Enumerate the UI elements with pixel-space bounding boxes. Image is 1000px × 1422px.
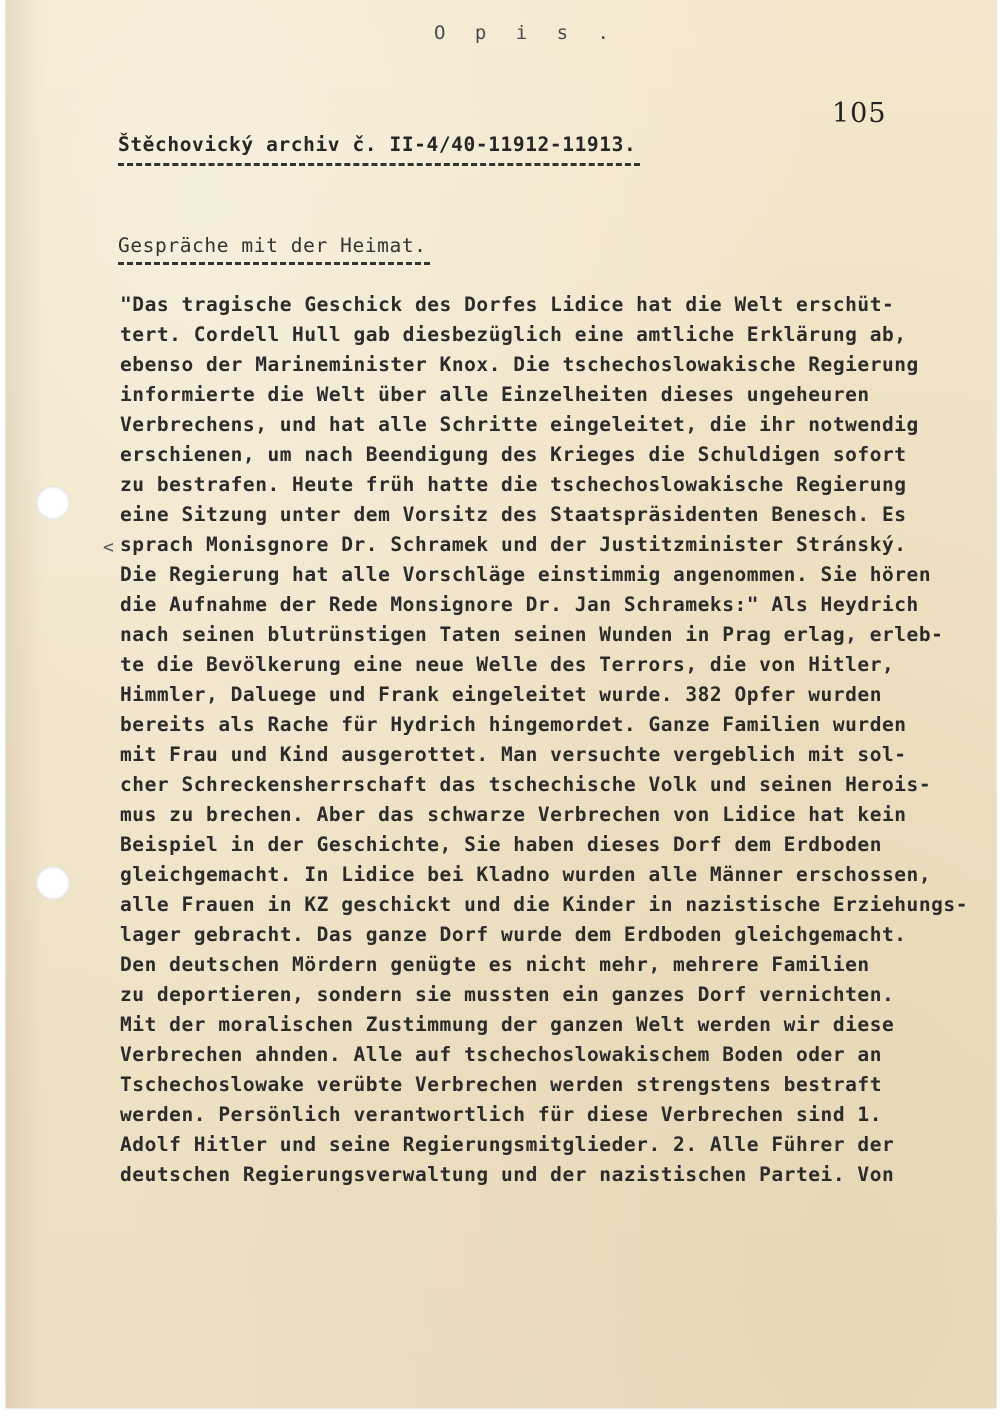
section-heading-underline <box>118 262 430 265</box>
body-line: alle Frauen in KZ geschickt und die Kinder in nazistische Erziehungs- <box>120 893 969 916</box>
archive-reference-underline <box>118 163 640 166</box>
body-line: zu bestrafen. Heute früh hatte die tschechoslowakische Regierung <box>120 473 907 496</box>
margin-mark: < <box>103 537 114 558</box>
body-line: "Das tragische Geschick des Dorfes Lidice hat die Welt erschüt- <box>120 293 895 316</box>
body-line: deutschen Regierungsverwaltung und der nazistischen Partei. Von <box>120 1163 895 1186</box>
body-line: werden. Persönlich verantwortlich für diese Verbrechen sind 1. <box>120 1103 882 1126</box>
page-number: 105 <box>832 98 887 129</box>
body-line: nach seinen blutrünstigen Taten seinen Wunden in Prag erlag, erleb- <box>120 623 944 646</box>
body-line: bereits als Rache für Hydrich hingemordet. Ganze Familien wurden <box>120 713 907 736</box>
body-line: Adolf Hitler und seine Regierungsmitglieder. 2. Alle Führer der <box>120 1133 895 1156</box>
body-line: ebenso der Marineminister Knox. Die tschechoslowakische Regierung <box>120 353 919 376</box>
body-line: Den deutschen Mördern genügte es nicht mehr, mehrere Familien <box>120 953 870 976</box>
body-line: mit Frau und Kind ausgerottet. Man versuchte vergeblich mit sol- <box>120 743 907 766</box>
body-text <box>120 290 968 1190</box>
body-line: lager gebracht. Das ganze Dorf wurde dem Erdboden gleichgemacht. <box>120 923 907 946</box>
body-line: Mit der moralischen Zustimmung der ganzen Welt werden wir diese <box>120 1013 895 1036</box>
archive-reference: Štěchovický archiv č. II-4/40-11912-11913. <box>118 133 637 156</box>
body-line: Tschechoslowake verübte Verbrechen werden strengstens bestraft <box>120 1073 882 1096</box>
body-line: Verbrechens, und hat alle Schritte eingeleitet, die ihr notwendig <box>120 413 919 436</box>
body-line: sprach Monisgnore Dr. Schramek und der Justitzminister Stránský. <box>120 533 907 556</box>
body-line: erschienen, um nach Beendigung des Krieges die Schuldigen sofort <box>120 443 907 466</box>
body-line: die Aufnahme der Rede Monsignore Dr. Jan Schrameks:" Als Heydrich <box>120 593 919 616</box>
punch-hole-lower <box>36 866 70 900</box>
document-title: O p i s . <box>434 22 618 44</box>
body-line: Beispiel in der Geschichte, Sie haben dieses Dorf dem Erdboden <box>120 833 882 856</box>
body-line: mus zu brechen. Aber das schwarze Verbrechen von Lidice hat kein <box>120 803 907 826</box>
body-line: zu deportieren, sondern sie mussten ein ganzes Dorf vernichten. <box>120 983 895 1006</box>
body-line: Verbrechen ahnden. Alle auf tschechoslowakischem Boden oder an <box>120 1043 882 1066</box>
body-line: informierte die Welt über alle Einzelheiten dieses ungeheuren <box>120 383 870 406</box>
body-line: eine Sitzung unter dem Vorsitz des Staatspräsidenten Benesch. Es <box>120 503 907 526</box>
document-page <box>6 0 996 1408</box>
punch-hole-upper <box>36 486 70 520</box>
body-line: Die Regierung hat alle Vorschläge einstimmig angenommen. Sie hören <box>120 563 932 586</box>
body-line: gleichgemacht. In Lidice bei Kladno wurden alle Männer erschossen, <box>120 863 932 886</box>
body-line: cher Schreckensherrschaft das tschechische Volk und seinen Herois- <box>120 773 932 796</box>
body-line: Himmler, Daluege und Frank eingeleitet wurde. 382 Opfer wurden <box>120 683 882 706</box>
body-line: te die Bevölkerung eine neue Welle des Terrors, die von Hitler, <box>120 653 895 676</box>
body-line: tert. Cordell Hull gab diesbezüglich eine amtliche Erklärung ab, <box>120 323 907 346</box>
section-heading: Gespräche mit der Heimat. <box>118 234 427 257</box>
